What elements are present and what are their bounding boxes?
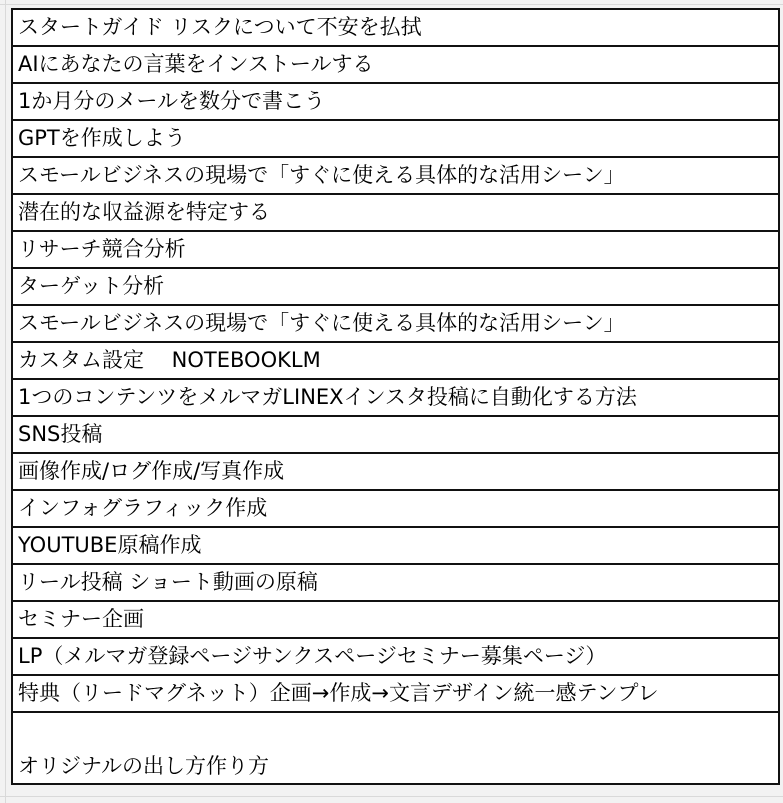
table-row[interactable] [13, 528, 778, 565]
table-row[interactable] [13, 158, 778, 195]
cell-text: ターゲット分析 [18, 274, 165, 298]
table-row[interactable] [13, 84, 778, 121]
cell-text: LP（メルマガ登録ページサンクスページセミナー募集ページ） [18, 644, 607, 668]
topic-list-table [11, 8, 780, 785]
cell-text: 特典（リードマグネット）企画→作成→文言デザイン統一感テンプレ [18, 681, 659, 705]
table-row[interactable] [13, 565, 778, 602]
table-row[interactable] [13, 676, 778, 713]
table-row[interactable] [13, 491, 778, 528]
cell-text: AIにあなたの言葉をインストールする [18, 52, 374, 76]
table-row[interactable] [13, 417, 778, 454]
table-row[interactable] [13, 10, 778, 47]
cell-text: リール投稿 ショート動画の原稿 [18, 570, 318, 594]
cell-text: スモールビジネスの現場で「すぐに使える具体的な活用シーン」 [18, 163, 625, 187]
cell-text: 1か月分のメールを数分で書こう [18, 89, 325, 113]
cell-text: インフォグラフィック作成 [18, 496, 268, 520]
cell-text: GPTを作成しよう [18, 126, 186, 150]
table-row[interactable] [13, 602, 778, 639]
table-row[interactable] [13, 454, 778, 491]
table-row[interactable] [13, 343, 778, 380]
cell-text: 潜在的な収益源を特定する [18, 200, 270, 224]
table-row[interactable] [13, 121, 778, 158]
cell-text: セミナー企画 [18, 607, 144, 631]
cell-text: 画像作成/ログ作成/写真作成 [18, 459, 285, 483]
table-row[interactable] [13, 306, 778, 343]
cell-text: スモールビジネスの現場で「すぐに使える具体的な活用シーン」 [18, 311, 625, 335]
grid-line [0, 4, 783, 5]
grid-line [0, 796, 783, 797]
cell-text: カスタム設定 NOTEBOOKLM [18, 348, 321, 372]
cell-text: リサーチ競合分析 [18, 237, 186, 261]
table-row[interactable] [13, 639, 778, 676]
cell-text: 1つのコンテンツをメルマガLINEXインスタ投稿に自動化する方法 [18, 385, 637, 409]
table-row[interactable] [13, 195, 778, 232]
table-row[interactable] [13, 713, 778, 785]
table-row[interactable] [13, 47, 778, 84]
cell-text: スタートガイド リスクについて不安を払拭 [18, 15, 422, 39]
table-row[interactable] [13, 269, 778, 306]
table-row[interactable] [13, 232, 778, 269]
table-row[interactable] [13, 380, 778, 417]
grid-line [5, 0, 6, 803]
cell-text: オリジナルの出し方作り方 [18, 754, 269, 778]
cell-text: YOUTUBE原稿作成 [18, 533, 202, 557]
cell-text: SNS投稿 [18, 422, 103, 446]
